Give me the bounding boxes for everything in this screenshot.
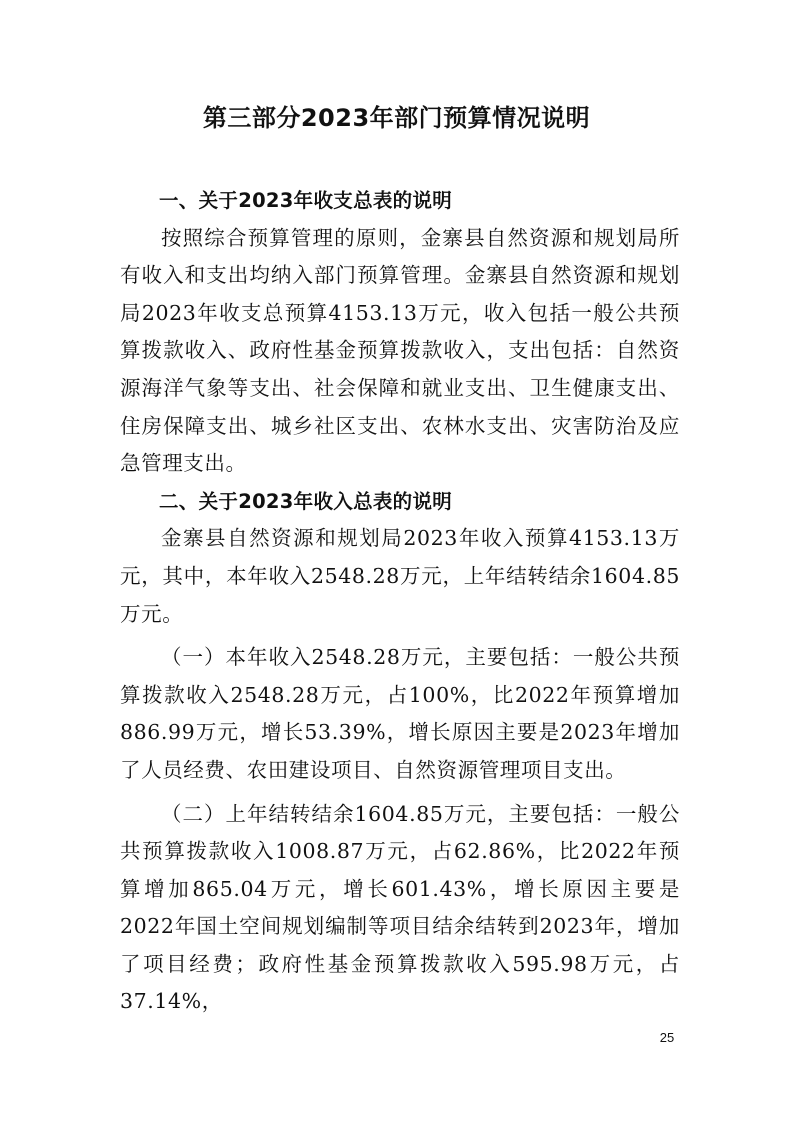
section-heading-1: 一、关于2023年收支总表的说明 [159,189,453,212]
document-body [120,182,680,1021]
section-heading-2: 二、关于2023年收入总表的说明 [159,489,453,513]
section-1-paragraph-1: 按照综合预算管理的原则，金寨县自然资源和规划局所有收入和支出均纳入部门预算管理。金寨县自然资源和规划局2023年收支总预算4153.13万元，收入包括一般公共预算拨款收入、政府性基金预算拨款收入，支出包括：自然资源海洋气象等支出、社会保障和就业支出、卫生健康支出、住房保障支出、城乡社区支出、农林水支出、灾害防治及应急管理支出。 [120,225,680,476]
section-2-paragraph-2: （一）本年收入2548.28万元，主要包括：一般公共预算拨款收入2548.28万元，占100%，比2022年预算增加886.99万元，增长53.39%，增长原因主要是2023年增加了人员经费、农田建设项目、自然资源管理项目支出。 [120,645,680,782]
section-2-paragraph-1: 金寨县自然资源和规划局2023年收入预算4153.13万元，其中，本年收入2548.28万元，上年结转结余1604.85万元。 [120,526,680,626]
page-number: 25 [659,1030,675,1045]
section-2-paragraph-3: （二）上年结转结余1604.85万元，主要包括：一般公共预算拨款收入1008.87万元，占62.86%，比2022年预算增加865.04万元，增长601.43%，增长原因主要是2022年国土空间规划编制等项目结余结转到2023年，增加了项目经费；政府性基金预算拨款收入595.98万元，占37.14%， [120,801,680,1014]
page-title: 第三部分2023年部门预算情况说明 [202,104,591,132]
